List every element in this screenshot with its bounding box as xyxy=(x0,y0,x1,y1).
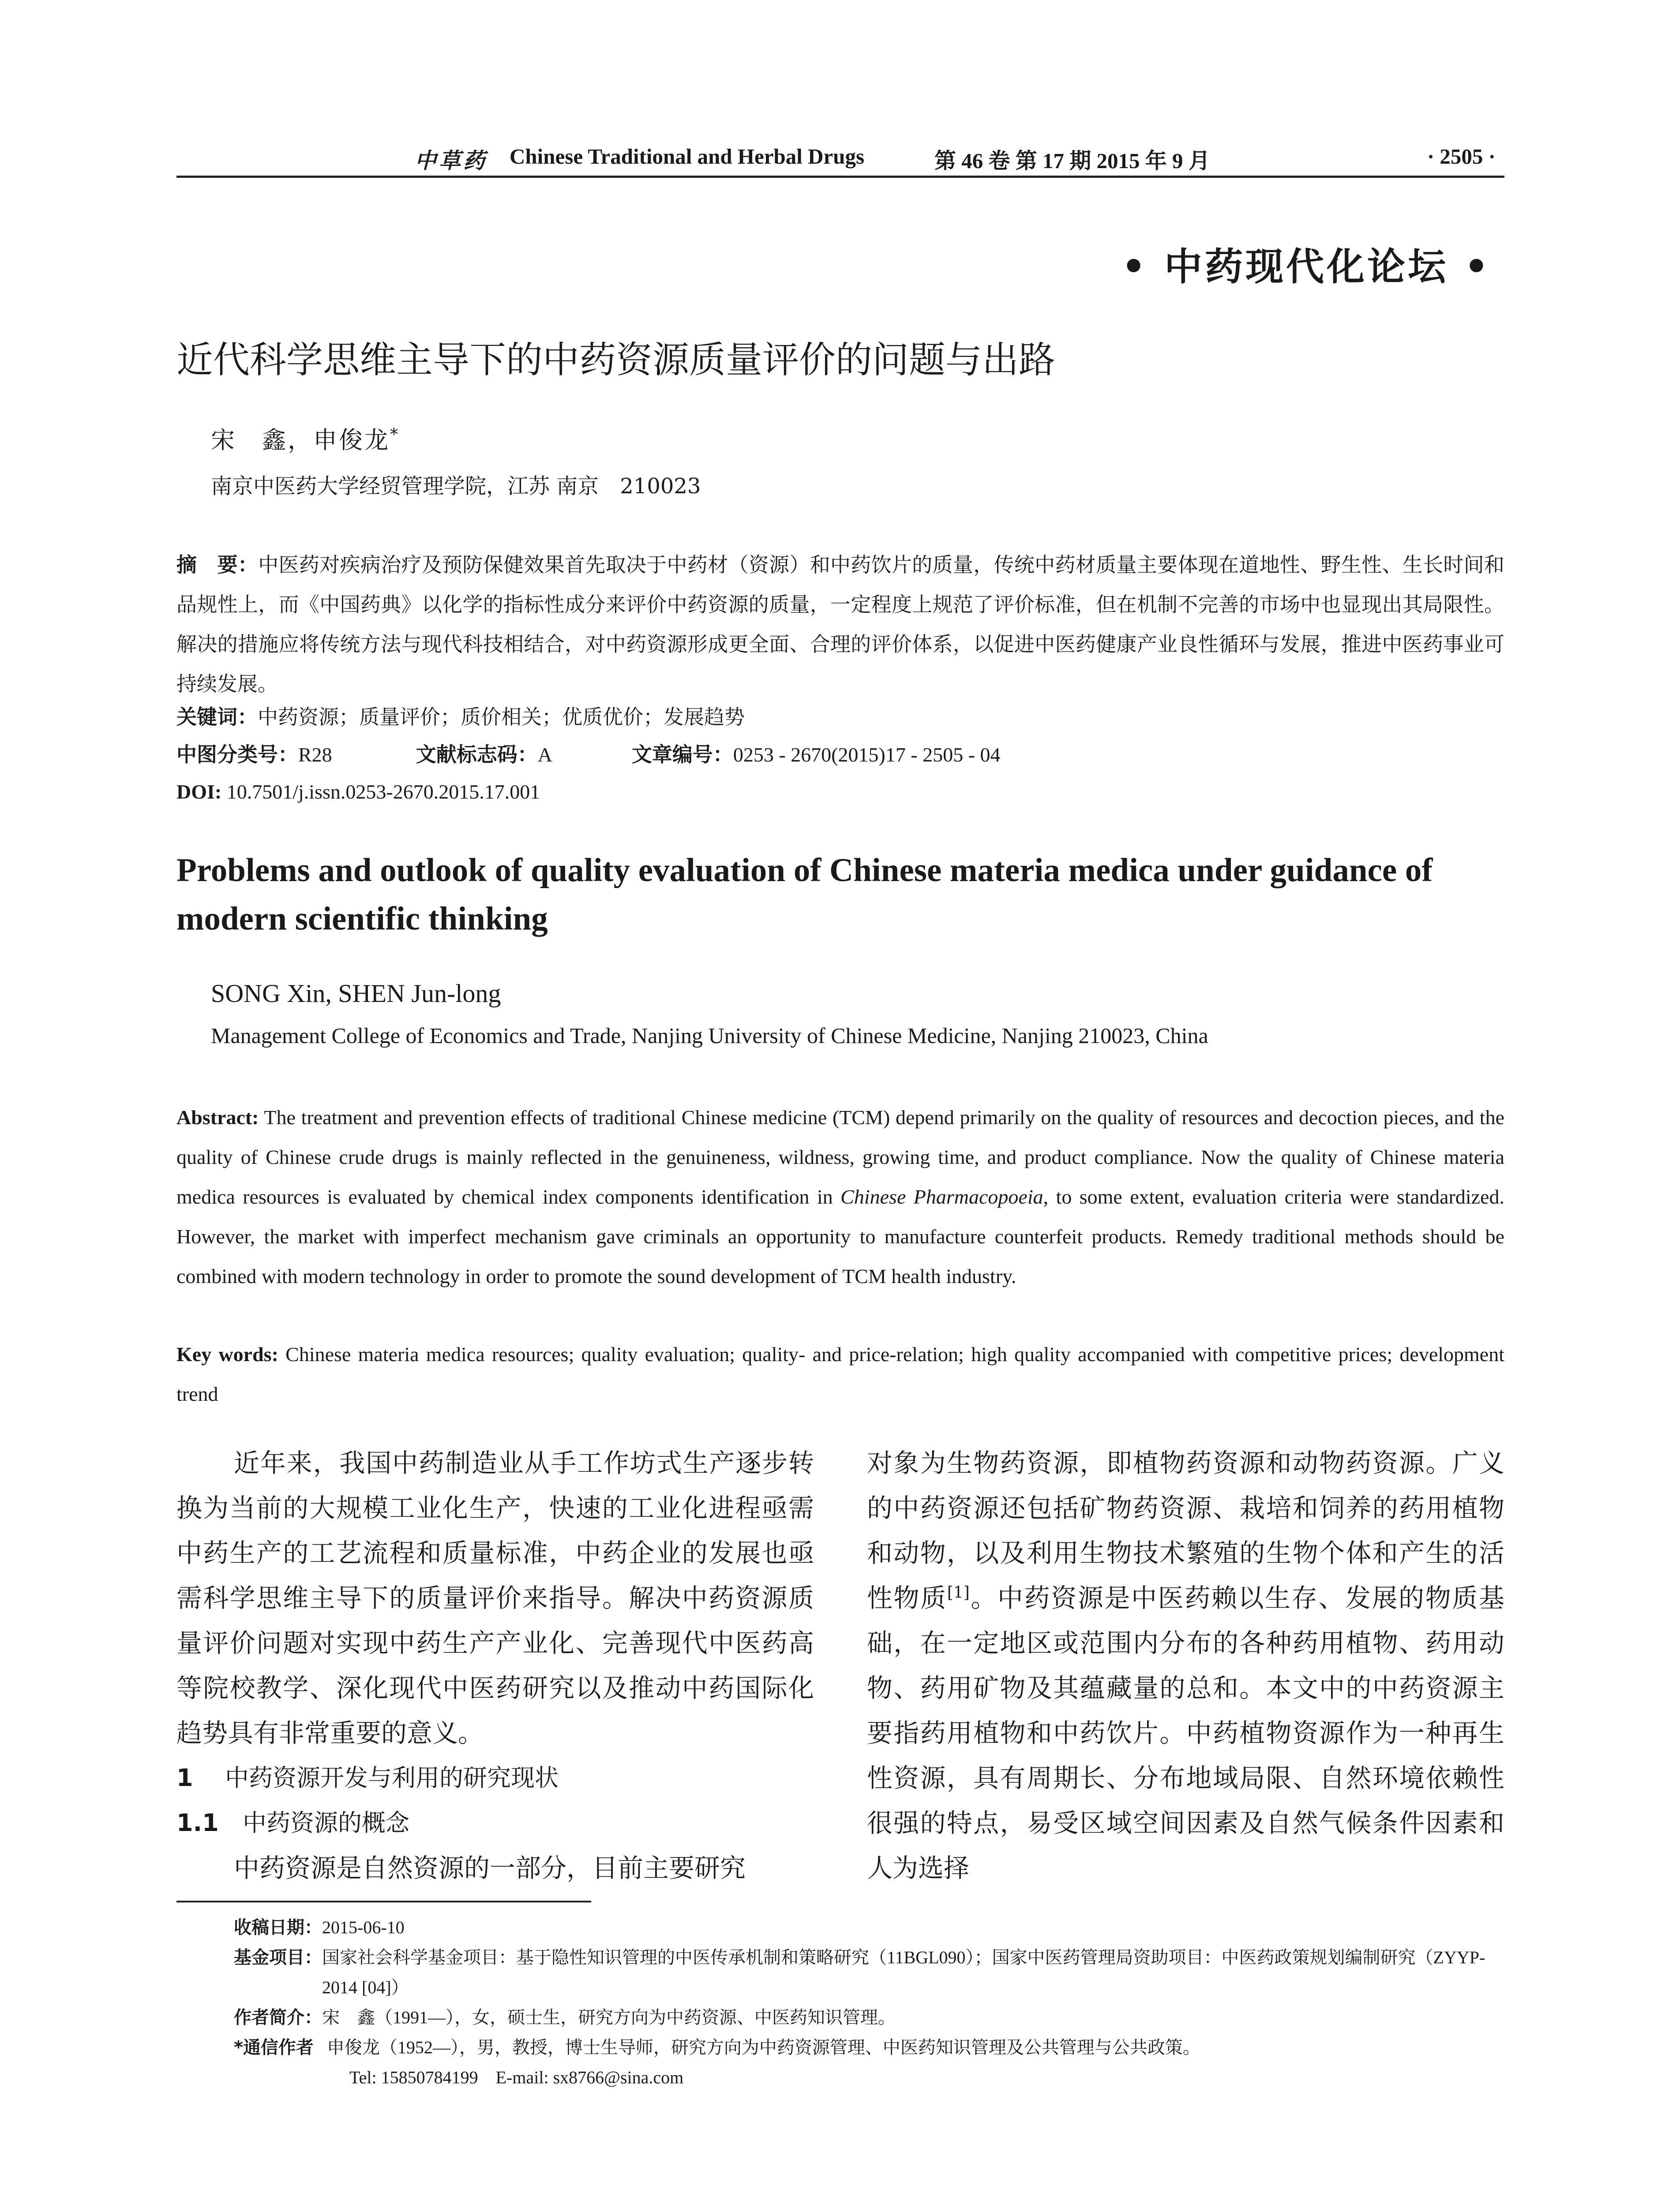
paragraph-continued xyxy=(867,1441,1504,1891)
doc-code-label: 文献标志码： xyxy=(416,743,538,766)
body-column-left xyxy=(176,1441,814,1891)
citation-ref: [1] xyxy=(947,1583,970,1602)
running-head xyxy=(176,140,1504,176)
page-number: · 2505 · xyxy=(1427,144,1496,169)
footnote-corresponding xyxy=(234,2033,1504,2063)
doc-code-value: A xyxy=(537,743,552,766)
abstract-en-text-1: The treatment and prevention effects of traditional Chinese medicine (TCM) depend primarily on the quality of resources and decoction pieces, and the quality of Chinese crude drugs is mainly reflected in the genuineness, wildness, growing time, and product compliance. Now the quality of Chinese materia medica resources is evaluated by chemical index components identification in xyxy=(176,1106,1504,1208)
keywords-cn xyxy=(176,697,1504,737)
authors-cn-names: 宋 鑫，申俊龙 xyxy=(211,426,390,454)
article-no-label: 文章编号： xyxy=(631,743,733,766)
doi-label: DOI: xyxy=(176,780,222,803)
section-number: 1 xyxy=(176,1764,193,1792)
keywords-cn-text: 中药资源；质量评价；质价相关；优质优价；发展趋势 xyxy=(258,705,745,729)
abstract-cn xyxy=(176,545,1504,704)
subsection-number: 1.1 xyxy=(176,1809,219,1837)
header-rule xyxy=(176,176,1504,178)
section-title: 中药资源开发与利用的研究现状 xyxy=(225,1764,559,1792)
authors-cn xyxy=(211,421,400,455)
footnote-rule xyxy=(176,1901,591,1902)
journal-name-en: Chinese Traditional and Herbal Drugs xyxy=(510,144,865,169)
footnote-received xyxy=(234,1913,1504,1943)
bio-text: 宋 鑫（1991—），女，硕士生，研究方向为中药资源、中医药知识管理。 xyxy=(322,2007,896,2027)
column-name: • 中药现代化论坛 • xyxy=(1121,244,1491,289)
bio-label: 作者简介： xyxy=(234,2007,322,2028)
subsection-heading-1-1 xyxy=(176,1801,814,1846)
corresponding-label: *通信作者 xyxy=(234,2037,314,2058)
abstract-en-italic: Chinese Pharmacopoeia xyxy=(840,1186,1043,1208)
article-no-value: 0253 - 2670(2015)17 - 2505 - 04 xyxy=(733,743,1001,766)
title-cn: 近代科学思维主导下的中药资源质量评价的问题与出路 xyxy=(176,338,1055,381)
keywords-en xyxy=(176,1335,1504,1414)
journal-name-cn: 中草药 xyxy=(415,149,488,173)
issue-info: 第 46 卷 第 17 期 2015 年 9 月 xyxy=(934,149,1210,173)
footnote-fund xyxy=(234,1943,1504,2003)
fund-text: 国家社会科学基金项目：基于隐性知识管理的中医传承机制和策略研究（11BGL090）；国家中医药管理局资助项目：中医药政策规划编制研究（ZYYP-2014 [04]） xyxy=(322,1947,1485,1997)
fund-label: 基金项目： xyxy=(234,1947,322,1968)
corresponding-text: 申俊龙（1952—），男，教授，博士生导师，研究方向为中药资源管理、中医药知识管理及公共管理与公共政策。 xyxy=(326,2037,1200,2057)
corresponding-mark: * xyxy=(390,426,400,444)
contact-text: Tel: 15850784199 E-mail: sx8766@sina.com xyxy=(349,2067,684,2087)
doi-line xyxy=(176,772,1504,812)
affiliation-en: Management College of Economics and Trade, Nanjing University of Chinese Medicine, Nanjing 210023, China xyxy=(211,1023,1208,1048)
body-column-right xyxy=(867,1441,1504,1891)
doi-value: 10.7501/j.issn.0253-2670.2015.17.001 xyxy=(226,780,540,803)
section-heading-1 xyxy=(176,1756,814,1801)
paragraph-start: 中药资源是自然资源的一部分，目前主要研究 xyxy=(234,1853,746,1883)
affiliation-cn: 南京中医药大学经贸管理学院，江苏 南京 210023 xyxy=(211,474,701,499)
footnote-bio xyxy=(234,2003,1504,2033)
footnotes xyxy=(234,1913,1504,2093)
received-date: 2015-06-10 xyxy=(322,1917,405,1937)
footnote-contact xyxy=(234,2063,1504,2093)
clc-label: 中图分类号： xyxy=(176,743,298,766)
keywords-en-label: Key words: xyxy=(176,1343,278,1366)
abstract-en xyxy=(176,1098,1504,1296)
paragraph-text-1: 对象为生物药资源，即植物药资源和动物药资源。广义的中药资源还包括矿物药资源、栽培和饲养的药用植物和动物，以及利用生物技术繁殖的生物个体和产生的活性物质 xyxy=(867,1448,1504,1613)
subsection-title: 中药资源的概念 xyxy=(243,1809,409,1837)
keywords-cn-label: 关键词： xyxy=(176,705,258,729)
abstract-cn-text: 中医药对疾病治疗及预防保健效果首先取决于中药材（资源）和中药饮片的质量，传统中药材质量主要体现在道地性、野生性、生长时间和品规性上，而《中国药典》以化学的指标性成分来评价中药资源的质量，一定程度上规范了评价标准，但在机制不完善的市场中也显现出其局限性。解决的措施应将传统方法与现代科技相结合，对中药资源形成更全面、合理的评价体系，以促进中医药健康产业良性循环与发展，推进中医药事业可持续发展。 xyxy=(176,553,1504,696)
clc-value: R28 xyxy=(298,743,332,766)
abstract-en-label: Abstract: xyxy=(176,1106,259,1129)
keywords-en-text: Chinese materia medica resources; quality evaluation; quality- and price-relation; high quality accompanied with competitive prices; development trend xyxy=(176,1343,1505,1405)
received-label: 收稿日期： xyxy=(234,1917,322,1938)
abstract-en-text-2: , to some extent, evaluation criteria were standardized. However, the market with imperfect mechanism gave criminals an opportunity to manufacture counterfeit products. Remedy traditional methods should be combined with modern technology in order to promote the sound development of TCM health industry. xyxy=(176,1186,1504,1287)
paragraph-text-2: 。中药资源是中医药赖以生存、发展的物质基础，在一定地区或范围内分布的各种药用植物、药用动物、药用矿物及其蕴藏量的总和。本文中的中药资源主要指药用植物和中药饮片。中药植物资源作为一种再生性资源，具有周期长、分布地域局限、自然环境依赖性很强的特点，易受区域空间因素及自然气候条件因素和人为选择 xyxy=(867,1583,1504,1883)
abstract-cn-label: 摘 要： xyxy=(176,553,259,577)
classification-line xyxy=(176,735,1504,775)
authors-en: SONG Xin, SHEN Jun-long xyxy=(211,979,501,1008)
intro-paragraph: 近年来，我国中药制造业从手工作坊式生产逐步转换为当前的大规模工业化生产，快速的工业化进程亟需中药生产的工艺流程和质量标准，中药企业的发展也亟需科学思维主导下的质量评价来指导。解决中药资源质量评价问题对实现中药生产产业化、完善现代中医药高等院校教学、深化现代中医药研究以及推动中药国际化趋势具有非常重要的意义。 xyxy=(176,1448,814,1748)
title-en: Problems and outlook of quality evaluation of Chinese materia medica under guidance of modern scientific thinking xyxy=(176,852,1433,937)
